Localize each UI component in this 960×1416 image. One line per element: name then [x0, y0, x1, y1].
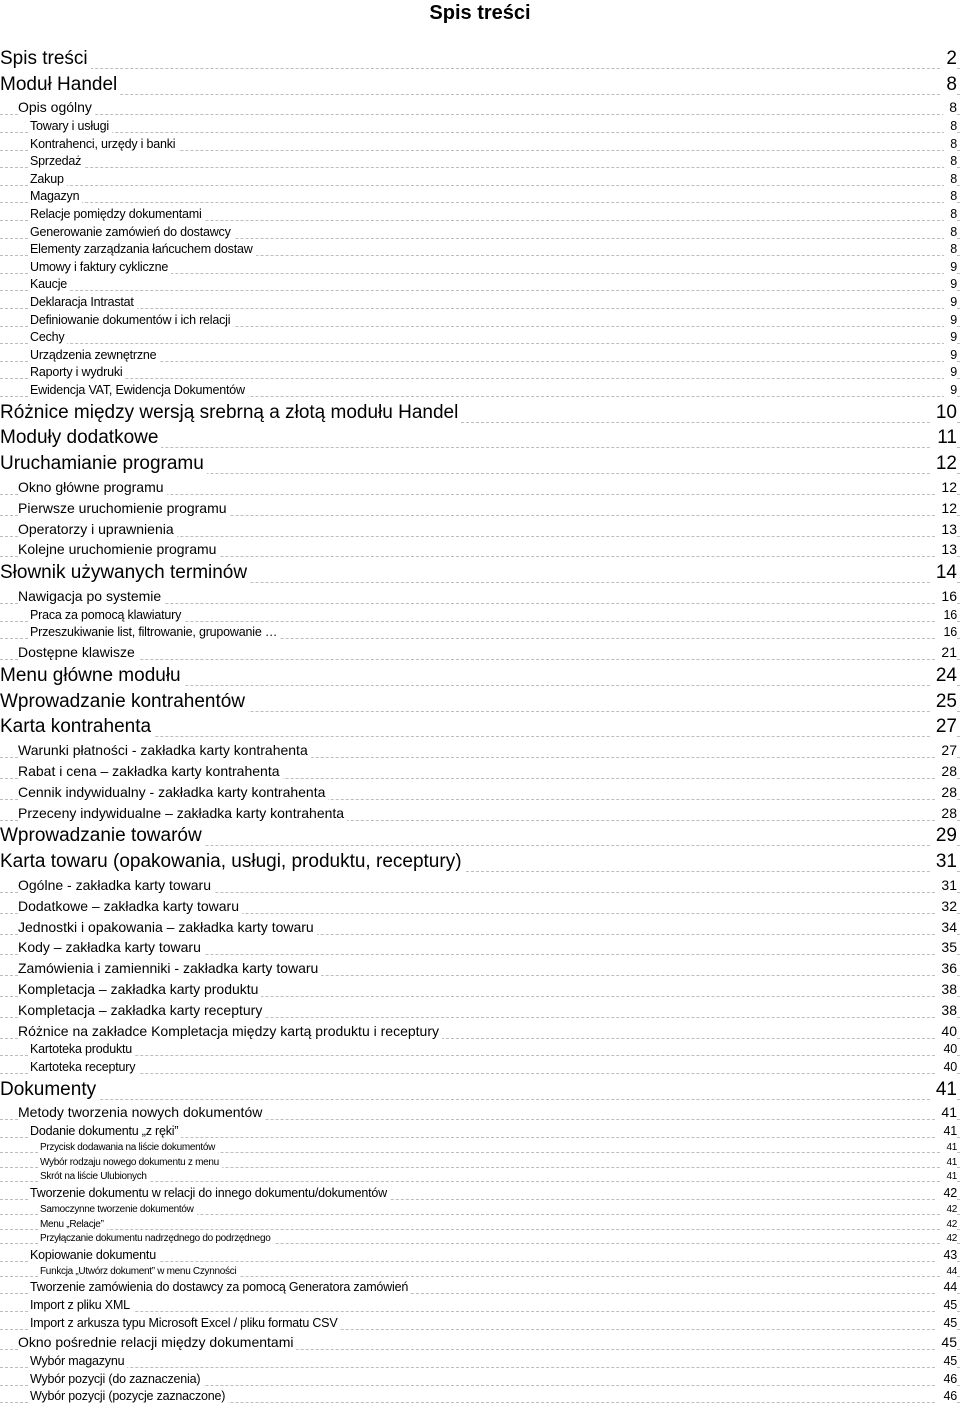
- toc-entry-title: Przyłączanie dokumentu nadrzędnego do podrzędnego: [40, 1232, 273, 1245]
- toc-entry-page-number: 9: [944, 276, 957, 292]
- toc-entry-title: Karta towaru (opakowania, usługi, produktu, receptury): [0, 851, 465, 873]
- toc-entry-title: Relacje pomiędzy dokumentami: [30, 206, 205, 222]
- toc-entry-page-number: 40: [937, 1041, 957, 1057]
- toc-entry-title: Przycisk dodawania na liście dokumentów: [40, 1141, 218, 1154]
- toc-entry-title: Moduły dodatkowe: [0, 427, 161, 449]
- toc-entry-page-number: 16: [937, 607, 957, 623]
- toc-entry-title: Dodanie dokumentu „z ręki”: [30, 1123, 181, 1139]
- dot-leader: [0, 202, 960, 203]
- toc-entry-title: Import z pliku XML: [30, 1297, 133, 1313]
- toc-entry-page-number: 29: [930, 825, 957, 847]
- toc-entry[interactable]: [0, 1139, 960, 1154]
- toc-entry[interactable]: [0, 275, 960, 293]
- toc-entry-page-number: 28: [935, 804, 957, 822]
- toc-entry[interactable]: [0, 204, 960, 222]
- toc-entry-page-number: 24: [930, 665, 957, 687]
- toc-entry[interactable]: [0, 475, 960, 496]
- toc-entry-title: Elementy zarządzania łańcuchem dostaw: [30, 241, 256, 257]
- toc-entry-page-number: 9: [944, 294, 957, 310]
- dot-leader: [0, 1055, 960, 1056]
- toc-entry[interactable]: [0, 956, 960, 977]
- toc-entry-page-number: 9: [944, 312, 957, 328]
- toc-entry[interactable]: [0, 1313, 960, 1331]
- toc-entry-page-number: 41: [930, 1079, 957, 1101]
- toc-entry-title: Raporty i wydruki: [30, 364, 125, 380]
- toc-entry-page-number: 9: [944, 347, 957, 363]
- toc-entry-title: Rabat i cena – zakładka karty kontrahenta: [18, 762, 283, 780]
- toc-entry[interactable]: [0, 1351, 960, 1369]
- toc-entry[interactable]: [0, 605, 960, 623]
- toc-entry-page-number: 38: [935, 980, 957, 998]
- toc-entry[interactable]: [0, 1183, 960, 1201]
- toc-entry-page-number: 45: [937, 1353, 957, 1369]
- toc-entry[interactable]: [0, 292, 960, 310]
- toc-entry[interactable]: [0, 623, 960, 641]
- toc-entry[interactable]: [0, 558, 960, 584]
- toc-entry-page-number: 8: [944, 136, 957, 152]
- toc-entry[interactable]: [0, 1169, 960, 1184]
- toc-entry-title: Kompletacja – zakładka karty produktu: [18, 980, 261, 998]
- toc-entry-title: Pierwsze uruchomienie programu: [18, 499, 230, 517]
- toc-entry[interactable]: [0, 449, 960, 475]
- toc-entry-page-number: 25: [930, 691, 957, 713]
- toc-entry-title: Wybór pozycji (pozycje zaznaczone): [30, 1388, 228, 1404]
- dot-leader: [0, 1229, 960, 1230]
- toc-entry-title: Spis treści: [0, 48, 91, 70]
- toc-entry-title: Kody – zakładka karty towaru: [18, 938, 204, 956]
- toc-entry-title: Zamówienia i zamienniki - zakładka karty towaru: [18, 959, 321, 977]
- toc-entry[interactable]: [0, 240, 960, 258]
- toc-entry[interactable]: [0, 847, 960, 873]
- toc-entry-page-number: 9: [944, 329, 957, 345]
- toc-entry[interactable]: [0, 1295, 960, 1313]
- toc-entry-page-number: 12: [930, 453, 957, 475]
- toc-entry-title: Zakup: [30, 171, 67, 187]
- toc-entry[interactable]: [0, 96, 960, 117]
- toc-entry-page-number: 9: [944, 382, 957, 398]
- toc-entry[interactable]: [0, 1245, 960, 1263]
- toc-entry-title: Import z arkusza typu Microsoft Excel / pliku formatu CSV: [30, 1315, 340, 1331]
- toc-entry-page-number: 40: [937, 1059, 957, 1075]
- toc-entry-page-number: 8: [944, 171, 957, 187]
- toc-entry-page-number: 31: [930, 851, 957, 873]
- toc-entry[interactable]: [0, 424, 960, 450]
- toc-entry-page-number: 35: [935, 938, 957, 956]
- toc-entry-title: Sprzedaż: [30, 153, 84, 169]
- toc-entry-title: Tworzenie dokumentu w relacji do innego dokumentu/dokumentów: [30, 1185, 390, 1201]
- toc-entry[interactable]: [0, 152, 960, 170]
- toc-entry-page-number: 8: [944, 118, 957, 134]
- toc-entry-page-number: 36: [935, 959, 957, 977]
- toc-entry-page-number: 12: [935, 499, 957, 517]
- toc-entry-title: Generowanie zamówień do dostawcy: [30, 224, 234, 240]
- toc-entry[interactable]: [0, 1216, 960, 1231]
- toc-entry-page-number: 27: [935, 741, 957, 759]
- toc-entry-page-number: 8: [944, 241, 957, 257]
- toc-entry-page-number: 14: [930, 562, 957, 584]
- toc-entry-page-number: 41: [940, 1156, 957, 1169]
- toc-entry-page-number: 42: [940, 1203, 957, 1216]
- toc-entry-page-number: 9: [944, 364, 957, 380]
- toc-entry-page-number: 13: [935, 540, 957, 558]
- toc-entry-page-number: 8: [940, 74, 957, 96]
- toc-entry[interactable]: [0, 496, 960, 517]
- toc-entry-title: Funkcja „Utwórz dokument” w menu Czynności: [40, 1265, 239, 1278]
- toc-entry[interactable]: [0, 1278, 960, 1296]
- toc-entry-title: Tworzenie zamówienia do dostawcy za pomocą Generatora zamówień: [30, 1279, 411, 1295]
- toc-entry-title: Dostępne klawisze: [18, 643, 138, 661]
- dot-leader: [0, 1367, 960, 1368]
- toc-entry-page-number: 42: [940, 1218, 957, 1231]
- toc-entry-page-number: 8: [944, 224, 957, 240]
- toc-entry-title: Kartoteka produktu: [30, 1041, 135, 1057]
- toc-entry-title: Kaucje: [30, 276, 70, 292]
- toc-entry-title: Moduł Handel: [0, 74, 120, 96]
- toc-entry-title: Różnice na zakładce Kompletacja między kartą produktu i receptury: [18, 1022, 442, 1040]
- toc-entry[interactable]: [0, 801, 960, 822]
- toc-entry[interactable]: [0, 1019, 960, 1040]
- dot-leader: [0, 1073, 960, 1074]
- toc-entry-title: Kompletacja – zakładka karty receptury: [18, 1001, 265, 1019]
- toc-entry-page-number: 11: [931, 427, 957, 449]
- toc-entry-title: Wprowadzanie kontrahentów: [0, 691, 248, 713]
- toc-entry-page-number: 31: [935, 876, 957, 894]
- toc-entry[interactable]: [0, 1101, 960, 1122]
- toc-entry-page-number: 44: [940, 1265, 957, 1278]
- dot-leader: [0, 114, 960, 115]
- dot-leader: [0, 378, 960, 379]
- toc-entry[interactable]: [0, 1040, 960, 1058]
- toc-entry[interactable]: [0, 398, 960, 424]
- toc-entry-title: Kolejne uruchomienie programu: [18, 540, 219, 558]
- toc-entry-page-number: 8: [944, 153, 957, 169]
- toc-entry-title: Kartoteka receptury: [30, 1059, 138, 1075]
- toc-entry-title: Skrót na liście Ulubionych: [40, 1170, 150, 1183]
- toc-entry-title: Warunki płatności - zakładka karty kontrahenta: [18, 741, 311, 759]
- toc-entry-page-number: 10: [930, 402, 957, 424]
- dot-leader: [0, 659, 960, 660]
- toc-entry[interactable]: [0, 538, 960, 559]
- toc-entry-title: Deklaracja Intrastat: [30, 294, 137, 310]
- toc-entry-page-number: 9: [944, 259, 957, 275]
- toc-entry-title: Towary i usługi: [30, 118, 112, 134]
- page-title: Spis treści: [429, 2, 531, 24]
- toc-entry-page-number: 44: [937, 1279, 957, 1295]
- toc-entry-title: Kontrahenci, urzędy i banki: [30, 136, 178, 152]
- toc-entry[interactable]: [0, 363, 960, 381]
- toc-entry-title: Urządzenia zewnętrzne: [30, 347, 159, 363]
- toc-entry[interactable]: [0, 1369, 960, 1387]
- toc-entry[interactable]: [0, 328, 960, 346]
- toc-entry-page-number: 2: [940, 48, 957, 70]
- toc-entry-title: Operatorzy i uprawnienia: [18, 520, 177, 538]
- toc-entry-title: Kopiowanie dokumentu: [30, 1247, 159, 1263]
- toc-entry-page-number: 16: [935, 587, 957, 605]
- toc-entry-title: Przeszukiwanie list, filtrowanie, grupowanie …: [30, 624, 280, 640]
- dot-leader: [0, 290, 960, 291]
- toc-entry[interactable]: [0, 873, 960, 894]
- toc-entry-page-number: 41: [940, 1141, 957, 1154]
- toc-entry[interactable]: [0, 169, 960, 187]
- dot-leader: [0, 68, 960, 69]
- toc-entry[interactable]: [0, 1154, 960, 1169]
- toc-entry[interactable]: [0, 1075, 960, 1101]
- dot-leader: [0, 308, 960, 309]
- dot-leader: [0, 132, 960, 133]
- toc-entry-title: Metody tworzenia nowych dokumentów: [18, 1103, 265, 1121]
- toc-entry-page-number: 45: [937, 1315, 957, 1331]
- toc-entry[interactable]: [0, 584, 960, 605]
- toc-entry[interactable]: [0, 44, 960, 70]
- toc-entry-title: Karta kontrahenta: [0, 716, 154, 738]
- toc-entry-title: Jednostki i opakowania – zakładka karty towaru: [18, 918, 317, 936]
- toc-entry-page-number: 42: [937, 1185, 957, 1201]
- toc-entry[interactable]: [0, 187, 960, 205]
- toc-entry[interactable]: [0, 134, 960, 152]
- toc-entry-title: Wybór rodzaju nowego dokumentu z menu: [40, 1156, 222, 1169]
- toc-entry-title: Przeceny indywidualne – zakładka karty kontrahenta: [18, 804, 347, 822]
- dot-leader: [0, 94, 960, 95]
- toc-entry-page-number: 43: [937, 1247, 957, 1263]
- toc-entry-page-number: 46: [937, 1371, 957, 1387]
- toc-entry-page-number: 41: [935, 1103, 957, 1121]
- toc-entry[interactable]: [0, 738, 960, 759]
- toc-entry-title: Samoczynne tworzenie dokumentów: [40, 1203, 197, 1216]
- toc-entry[interactable]: [0, 780, 960, 801]
- toc-entry-page-number: 13: [935, 520, 957, 538]
- toc-entry[interactable]: [0, 222, 960, 240]
- toc-entry[interactable]: [0, 759, 960, 780]
- table-of-contents: [0, 44, 960, 1404]
- toc-entry-page-number: 8: [944, 188, 957, 204]
- toc-entry-title: Dodatkowe – zakładka karty towaru: [18, 897, 242, 915]
- toc-entry-page-number: 32: [935, 897, 957, 915]
- toc-entry-title: Praca za pomocą klawiatury: [30, 607, 184, 623]
- toc-entry[interactable]: [0, 345, 960, 363]
- toc-entry[interactable]: [0, 822, 960, 848]
- toc-entry[interactable]: [0, 1263, 960, 1278]
- toc-entry[interactable]: [0, 661, 960, 687]
- toc-entry-title: Okno pośrednie relacji między dokumentami: [18, 1333, 296, 1351]
- toc-entry-title: Ogólne - zakładka karty towaru: [18, 876, 214, 894]
- toc-entry-title: Cennik indywidualny - zakładka karty kontrahenta: [18, 783, 328, 801]
- toc-entry-page-number: 40: [935, 1022, 957, 1040]
- toc-entry-title: Okno główne programu: [18, 478, 167, 496]
- toc-entry-page-number: 42: [940, 1232, 957, 1245]
- toc-entry[interactable]: [0, 640, 960, 661]
- toc-entry-page-number: 41: [940, 1170, 957, 1183]
- toc-entry-title: Wybór pozycji (do zaznaczenia): [30, 1371, 203, 1387]
- toc-entry-title: Cechy: [30, 329, 67, 345]
- toc-entry-title: Menu „Relacje”: [40, 1218, 107, 1231]
- toc-entry-page-number: 12: [935, 478, 957, 496]
- toc-entry[interactable]: [0, 257, 960, 275]
- toc-entry-title: Słownik używanych terminów: [0, 562, 250, 584]
- toc-entry-page-number: 27: [930, 716, 957, 738]
- toc-entry-title: Wybór magazynu: [30, 1353, 127, 1369]
- toc-entry-page-number: 46: [937, 1388, 957, 1404]
- toc-entry-title: Opis ogólny: [18, 98, 95, 116]
- toc-entry[interactable]: [0, 310, 960, 328]
- toc-entry[interactable]: [0, 936, 960, 957]
- toc-entry-title: Definiowanie dokumentów i ich relacji: [30, 312, 233, 328]
- toc-entry-title: Dokumenty: [0, 1079, 99, 1101]
- toc-entry-page-number: 45: [937, 1297, 957, 1313]
- toc-entry-title: Nawigacja po systemie: [18, 587, 164, 605]
- toc-entry[interactable]: [0, 70, 960, 96]
- toc-entry-page-number: 45: [935, 1333, 957, 1351]
- toc-entry-page-number: 16: [937, 624, 957, 640]
- toc-entry-page-number: 28: [935, 762, 957, 780]
- toc-entry[interactable]: [0, 1057, 960, 1075]
- toc-entry[interactable]: [0, 517, 960, 538]
- toc-entry[interactable]: [0, 894, 960, 915]
- toc-entry[interactable]: [0, 1201, 960, 1216]
- dot-leader: [0, 167, 960, 168]
- toc-entry[interactable]: [0, 1331, 960, 1352]
- toc-entry-title: Uruchamianie programu: [0, 453, 207, 475]
- dot-leader: [0, 185, 960, 186]
- toc-entry-page-number: 8: [944, 206, 957, 222]
- toc-entry[interactable]: [0, 687, 960, 713]
- toc-entry[interactable]: [0, 915, 960, 936]
- toc-entry[interactable]: [0, 998, 960, 1019]
- toc-entry[interactable]: [0, 1231, 960, 1246]
- dot-leader: [0, 343, 960, 344]
- dot-leader: [0, 1311, 960, 1312]
- toc-entry-title: Umowy i faktury cykliczne: [30, 259, 171, 275]
- toc-entry[interactable]: [0, 116, 960, 134]
- toc-entry[interactable]: [0, 380, 960, 398]
- toc-entry[interactable]: [0, 1387, 960, 1405]
- toc-entry-page-number: 38: [935, 1001, 957, 1019]
- toc-entry-title: Ewidencja VAT, Ewidencja Dokumentów: [30, 382, 248, 398]
- toc-entry-title: Menu główne modułu: [0, 665, 184, 687]
- toc-entry-title: Magazyn: [30, 188, 82, 204]
- toc-entry-page-number: 28: [935, 783, 957, 801]
- toc-entry-page-number: 41: [937, 1123, 957, 1139]
- dot-leader: [0, 1099, 960, 1100]
- toc-entry[interactable]: [0, 977, 960, 998]
- toc-entry-title: Różnice między wersją srebrną a złotą modułu Handel: [0, 402, 461, 424]
- toc-entry[interactable]: [0, 1121, 960, 1139]
- toc-entry-page-number: 8: [943, 98, 957, 116]
- toc-entry[interactable]: [0, 713, 960, 739]
- toc-entry-page-number: 21: [935, 643, 957, 661]
- toc-entry-page-number: 34: [935, 918, 957, 936]
- toc-entry-title: Wprowadzanie towarów: [0, 825, 205, 847]
